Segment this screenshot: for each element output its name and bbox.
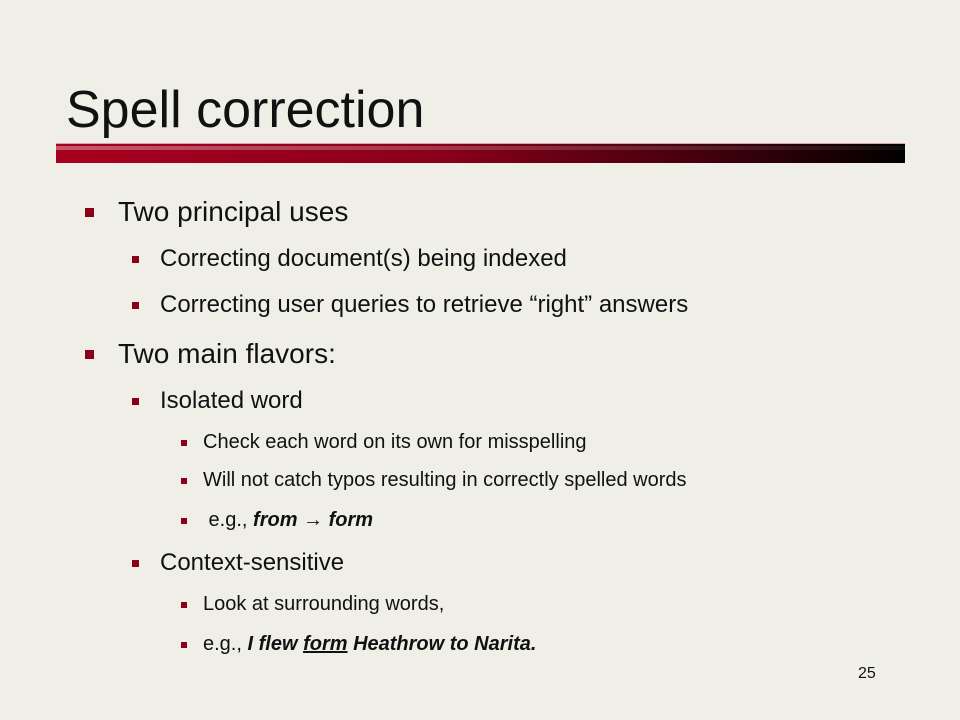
bullet-text: Will not catch typos resulting in correctly spelled words — [203, 469, 687, 491]
example-prefix: e.g., — [203, 633, 248, 655]
arrow-right-icon: → — [303, 509, 324, 531]
title-divider-bar — [56, 143, 905, 163]
slide-title: Spell correction — [66, 81, 425, 139]
example-sentence-start: I flew — [247, 633, 304, 655]
example-word-form: form — [328, 509, 374, 531]
bullet-two-principal-uses — [118, 195, 348, 229]
bullet-text: Isolated word — [160, 387, 303, 414]
bullet-text: Check each word on its own for misspelling — [203, 431, 587, 453]
bullet-correcting-documents — [160, 244, 567, 274]
example-misspelled-word: form — [303, 633, 348, 655]
bullet-look-at-surrounding — [203, 591, 444, 617]
example-sentence-end: Heathrow to Narita. — [347, 633, 537, 655]
square-bullet-icon — [181, 518, 187, 524]
page-number: 25 — [858, 665, 876, 682]
square-bullet-icon — [132, 560, 139, 567]
divider-highlight — [56, 146, 905, 150]
bullet-isolated-word — [160, 386, 303, 416]
square-bullet-icon — [132, 256, 139, 263]
example-word-from: from — [253, 509, 298, 531]
square-bullet-icon — [85, 350, 94, 359]
bullet-example-heathrow — [203, 631, 536, 657]
bullet-context-sensitive — [160, 548, 344, 578]
square-bullet-icon — [132, 302, 139, 309]
square-bullet-icon — [132, 398, 139, 405]
square-bullet-icon — [181, 440, 187, 446]
square-bullet-icon — [181, 478, 187, 484]
bullet-text: Correcting user queries to retrieve “right” answers — [160, 291, 689, 318]
bullet-text: Two main flavors: — [118, 338, 336, 369]
bullet-will-not-catch — [203, 467, 687, 493]
bullet-text: Context-sensitive — [160, 549, 345, 576]
square-bullet-icon — [181, 602, 187, 608]
bullet-check-each-word — [203, 429, 587, 455]
bullet-example-from-form — [203, 507, 373, 533]
square-bullet-icon — [181, 642, 187, 648]
bullet-correcting-queries — [160, 290, 688, 320]
bullet-text: Correcting document(s) being indexed — [160, 245, 567, 272]
bullet-text: Two principal uses — [118, 196, 349, 227]
bullet-two-main-flavors — [118, 337, 336, 371]
bullet-text: Look at surrounding words, — [203, 593, 445, 615]
example-prefix: e.g., — [203, 509, 254, 531]
square-bullet-icon — [85, 208, 94, 217]
